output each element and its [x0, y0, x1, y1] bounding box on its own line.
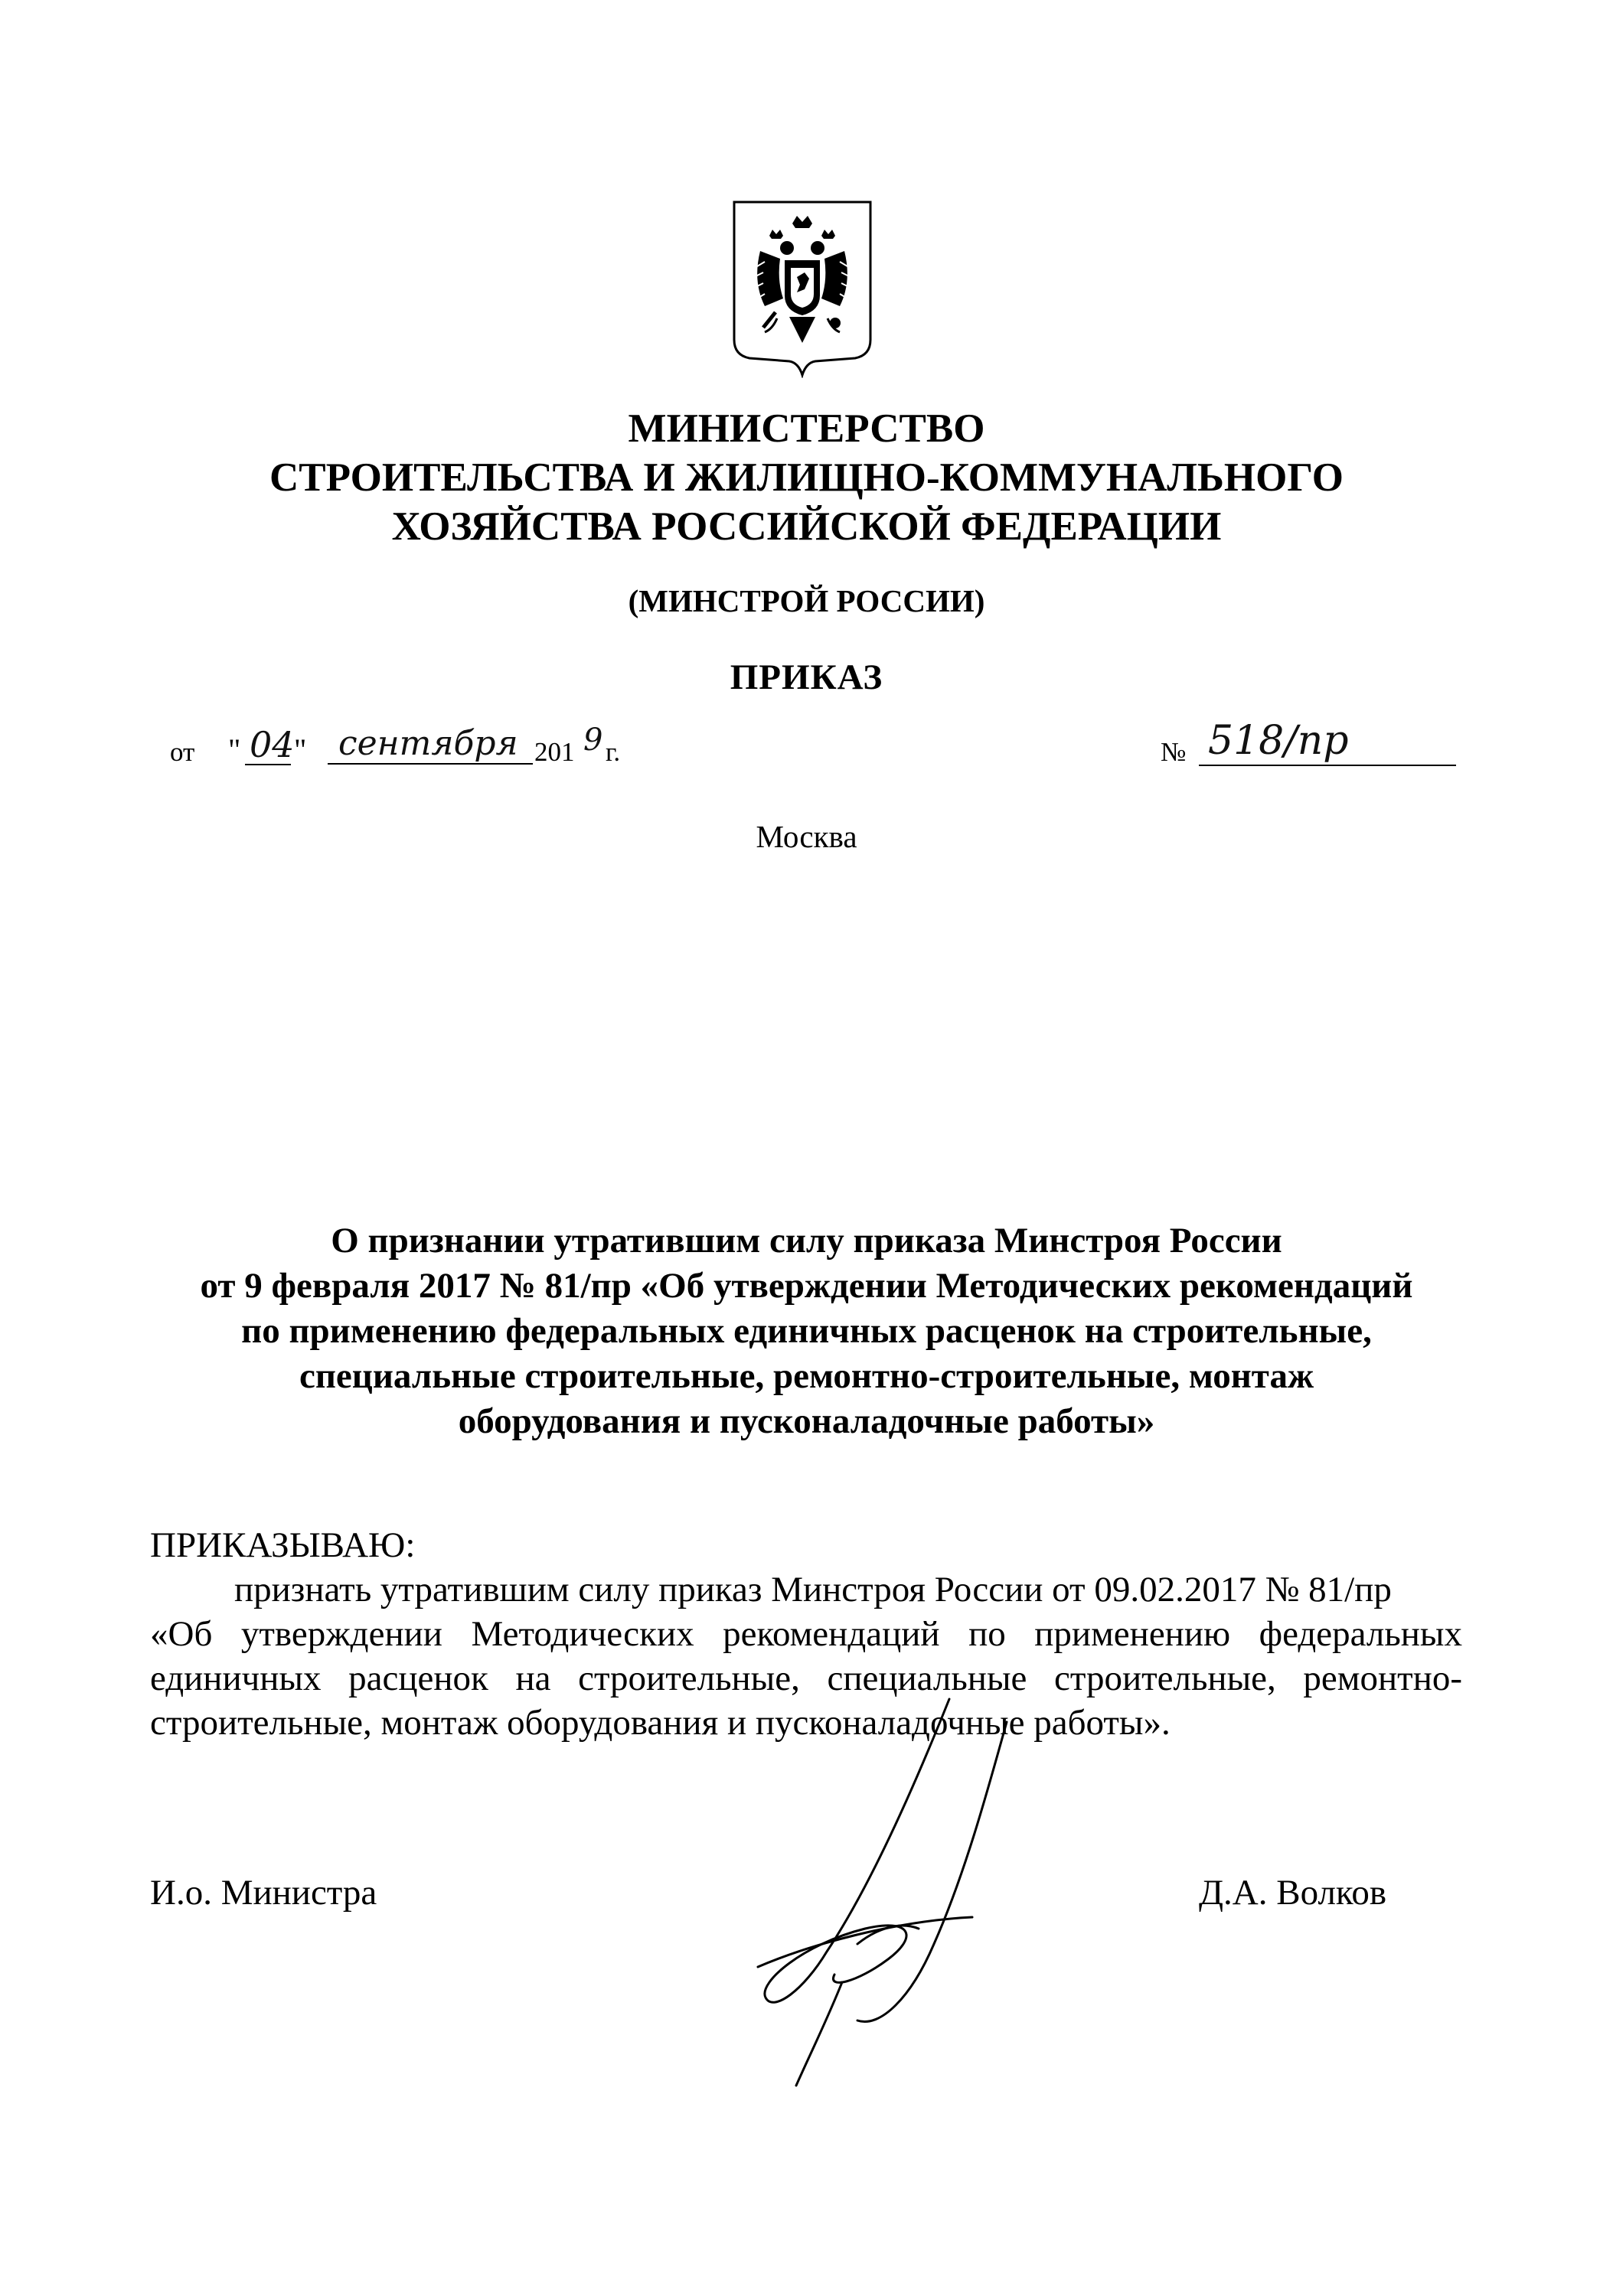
signatory-name: Д.А. Волков	[1199, 1873, 1387, 1913]
ministry-name-line-1: МИНИСТЕРСТВО	[628, 406, 985, 451]
ministry-name-line-2: СТРОИТЕЛЬСТВА И ЖИЛИЩНО-КОММУНАЛЬНОГО	[269, 455, 1344, 500]
date-year: 201	[534, 737, 575, 767]
coat-of-arms-icon	[730, 197, 875, 378]
subject-line-5: оборудования и пусконаладочные работы»	[458, 1401, 1155, 1441]
date-year-suffix: г.	[606, 737, 621, 767]
date-month: сентября	[338, 724, 518, 763]
ministry-name-line-3: ХОЗЯЙСТВА РОССИЙСКОЙ ФЕДЕРАЦИИ	[391, 504, 1222, 549]
order-number-field	[1199, 716, 1456, 766]
subject-line-2: от 9 февраля 2017 № 81/пр «Об утверждении Методических рекомендаций	[200, 1266, 1413, 1306]
ministry-short-name: (МИНСТРОЙ РОССИИ)	[628, 583, 985, 618]
date-month-field	[328, 723, 533, 765]
body-line-2: «Об утверждении Методических рекомендаций по применению федеральных	[150, 1614, 1462, 1654]
body-line-3: единичных расценок на строительные, специальные строительные, ремонтно-	[150, 1658, 1462, 1698]
city: Москва	[756, 819, 857, 854]
body-line-4: строительные, монтаж оборудования и пусконаладочные работы».	[150, 1703, 1171, 1743]
date-day-field	[245, 724, 295, 765]
date-year-digit: 9	[583, 722, 603, 758]
subject-line-1: О признании утратившим силу приказа Минстроя России	[331, 1221, 1282, 1261]
order-number: 518/пр	[1208, 718, 1349, 764]
signatory-position: И.о. Министра	[150, 1873, 377, 1913]
order-number-label: №	[1161, 737, 1187, 767]
date-day: 04	[250, 724, 295, 765]
order-directive-word: ПРИКАЗЫВАЮ:	[150, 1525, 416, 1565]
subject-line-4: специальные строительные, ремонтно-строительные, монтаж	[299, 1356, 1314, 1396]
body-line-1: признать утратившим силу приказ Минстроя России от 09.02.2017 № 81/пр	[234, 1570, 1392, 1609]
subject-line-3: по применению федеральных единичных расценок на строительные,	[241, 1311, 1372, 1351]
date-quote-close: "	[294, 732, 307, 767]
document-type-title: ПРИКАЗ	[730, 657, 883, 697]
date-prefix: от	[170, 737, 195, 767]
date-quote-open: "	[228, 732, 241, 767]
handwritten-signature-icon	[743, 1691, 1064, 2089]
